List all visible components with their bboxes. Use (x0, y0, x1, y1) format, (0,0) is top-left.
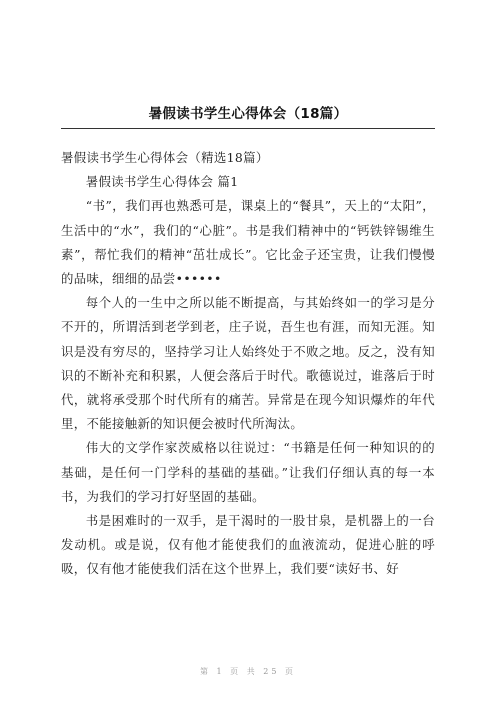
paragraph: 伟大的文学作家茨威格以往说过：“书籍是任何一种知识的的基础，是任何一门学科的基础的基础。”让我们仔细认真的每一本书，为我们的学习打好坚固的基础。 (61, 440, 435, 504)
paragraph: 每个人的一生中之所以能不断提高，与其始终如一的学习是分不开的，所谓活到老学到老，庄子说，吾生也有涯，而知无涯。知识是没有穷尽的，坚持学习让人始终处于不败之地。反之，没有知识的不断补充和积累，人便会落后于时代。歌德说过，谁落后于时代，就将承受那个时代所有的痛苦。异常是在现今知识爆炸的年代里，不能接触新的知识便会被时代所淘汰。 (61, 295, 435, 432)
document-body (61, 146, 435, 582)
page-footer: 第 1 页 共 25 页 (200, 667, 296, 676)
paragraph: “书”，我们再也熟悉可是，课桌上的“餐具”，天上的“太阳”，生活中的“水”，我们的“心脏”。书是我们精神中的“钙铁锌锡维生素”，帮忙我们的精神“茁壮成长”。它比金子还宝贵，让我们慢慢的品味，细细的品尝•••••• (61, 198, 435, 287)
document-title: 暑假读书学生心得体会（18篇） (148, 106, 348, 122)
document-subtitle: 暑假读书学生心得体会（精选18篇） (61, 150, 269, 165)
title-block (61, 96, 435, 129)
paragraph: 书是困难时的一双手，是干渴时的一股甘泉，是机器上的一台发动机。或是说，仅有他才能使我们的血液流动，促进心脏的呼吸，仅有他才能使我们活在这个世界上，我们要“读好书、好 (61, 513, 435, 577)
section-heading: 暑假读书学生心得体会 篇1 (85, 174, 239, 190)
